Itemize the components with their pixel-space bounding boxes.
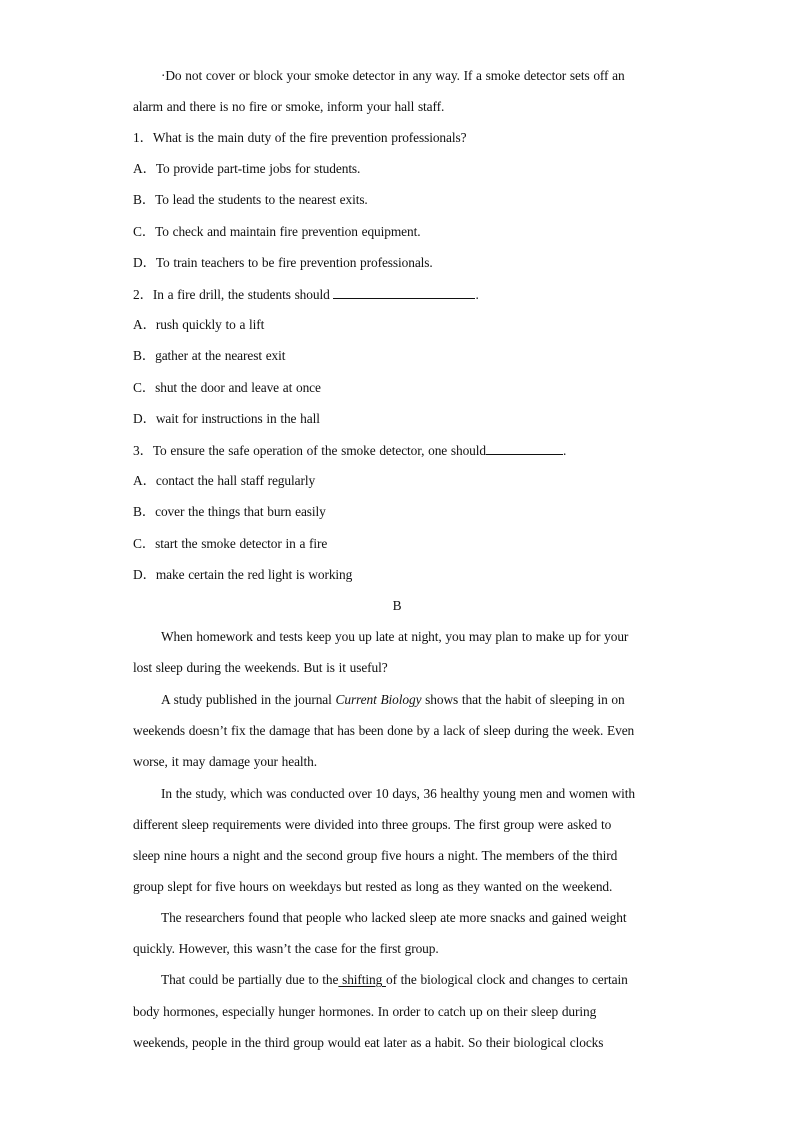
question-3-option-b: B．cover the things that burn easily — [133, 504, 326, 519]
section-b-p2-line2: weekends doesn’t fix the damage that has been done by a lack of sleep during the week. Even — [133, 723, 635, 738]
section-b-p5-line3: weekends, people in the third group would eat later as a habit. So their biological clocks — [133, 1035, 604, 1050]
question-2-answer-blank — [333, 285, 475, 299]
question-3-option-a: A．contact the hall staff regularly — [133, 473, 316, 488]
section-b-heading: B — [392, 598, 402, 613]
section-b-p2-line1-start: A study published in the journal — [161, 692, 336, 707]
question-2-stem-text: 2．In a fire drill, the students should — [133, 287, 334, 302]
section-b-p4-line1: The researchers found that people who lacked sleep ate more snacks and gained weight — [161, 910, 627, 925]
section-b-p5-line1-start: That could be partially due to the — [161, 972, 339, 987]
question-1-option-d: D．To train teachers to be fire prevention professionals. — [133, 255, 433, 270]
section-b-p5-line1 — [161, 971, 628, 989]
question-1-option-b: B．To lead the students to the nearest exits. — [133, 192, 368, 207]
question-2-stem-end: . — [475, 287, 479, 302]
section-b-p3-line4: group slept for five hours on weekdays but rested as long as they wanted on the weekend. — [133, 879, 613, 894]
underlined-word-shifting: shifting — [338, 972, 386, 987]
question-3-answer-blank — [486, 441, 563, 455]
section-b-p3-line2: different sleep requirements were divided into three groups. The first group were asked to — [133, 817, 612, 832]
question-2-option-c: C．shut the door and leave at once — [133, 380, 321, 395]
question-2-option-b: B．gather at the nearest exit — [133, 348, 286, 363]
question-3-option-d: D．make certain the red light is working — [133, 567, 353, 582]
question-2-option-a: A．rush quickly to a lift — [133, 317, 265, 332]
question-2-option-d: D．wait for instructions in the hall — [133, 411, 320, 426]
section-b-p3-line1: In the study, which was conducted over 10 days, 36 healthy young men and women with — [161, 786, 635, 801]
section-b-p1-line1: When homework and tests keep you up late at night, you may plan to make up for your — [161, 629, 629, 644]
section-b-p2-line1 — [161, 691, 625, 709]
section-b-p1-line2: lost sleep during the weekends. But is it useful? — [133, 660, 388, 675]
journal-title: Current Biology — [335, 692, 422, 707]
section-b-p5-line1-end: of the biological clock and changes to certain — [385, 972, 628, 987]
section-b-p5-line2: body hormones, especially hunger hormones. In order to catch up on their sleep during — [133, 1004, 597, 1019]
section-b-p3-line3: sleep nine hours a night and the second group five hours a night. The members of the third — [133, 848, 618, 863]
section-b-p2-line1-end: shows that the habit of sleeping in on — [421, 692, 625, 707]
question-3-option-c: C．start the smoke detector in a fire — [133, 536, 328, 551]
question-1-stem: 1．What is the main duty of the fire prevention professionals? — [133, 130, 467, 145]
section-b-p4-line2: quickly. However, this wasn’t the case for the first group. — [133, 941, 439, 956]
section-b-p2-line3: worse, it may damage your health. — [133, 754, 318, 769]
question-3-stem-text: 3．To ensure the safe operation of the smoke detector, one should — [133, 443, 486, 458]
question-3-stem-end: . — [563, 443, 567, 458]
question-1-option-a: A．To provide part-time jobs for students. — [133, 161, 361, 176]
smoke-detector-note-line2: alarm and there is no fire or smoke, inform your hall staff. — [133, 99, 445, 114]
smoke-detector-note-line1: ·Do not cover or block your smoke detector in any way. If a smoke detector sets off an — [161, 68, 625, 83]
question-3-stem — [133, 441, 566, 460]
question-2-stem — [133, 285, 479, 304]
question-1-option-c: C．To check and maintain fire prevention equipment. — [133, 224, 421, 239]
